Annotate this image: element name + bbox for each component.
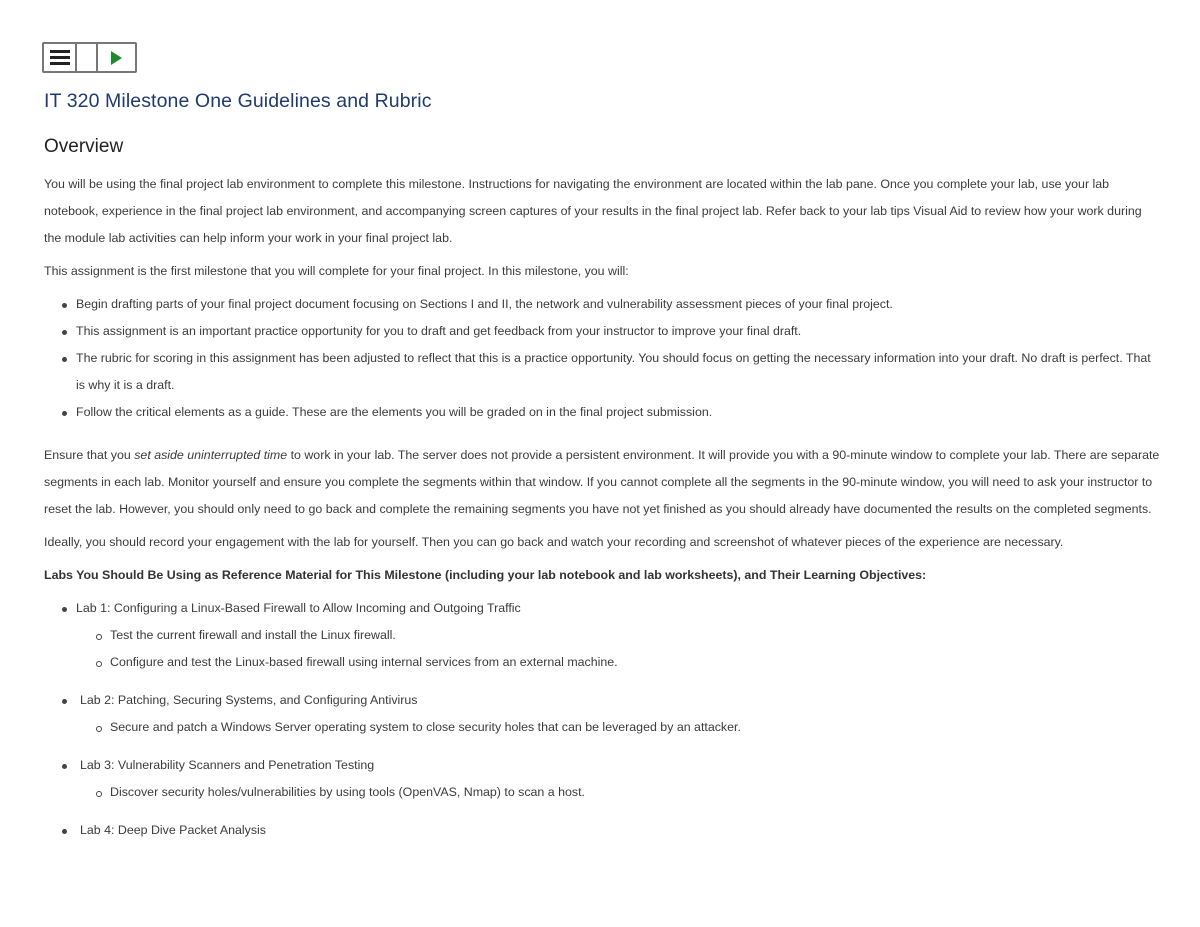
objective-item: Discover security holes/vulnerabilities by using tools (OpenVAS, Nmap) to scan a host.: [44, 779, 1162, 806]
labs-heading-text: Labs You Should Be Using as Reference Material for This Milestone (including your lab notebook and lab worksheets), and Their Learning Objectives:: [44, 568, 927, 582]
labs-heading: [44, 562, 1162, 589]
lab-item: [44, 752, 1162, 806]
lab-item: [44, 817, 1162, 844]
list-item: Follow the critical elements as a guide. These are the elements you will be graded on in the final project submission.: [44, 399, 1162, 426]
objective-item: Configure and test the Linux-based firewall using internal services from an external machine.: [44, 649, 1162, 676]
ideally-paragraph: Ideally, you should record your engagement with the lab for yourself. Then you can go back and watch your recording and screenshot of whatever pieces of the experience are necessary.: [44, 535, 1064, 549]
lab-title: Lab 3: Vulnerability Scanners and Penetration Testing: [80, 758, 375, 772]
ensure-text-end: to work in your lab. The server does not provide a persistent environment. It will provide you with a 90-minute window to complete your lab. There are separate segments in each lab. Monitor yourself and ensure you complete the segments within that window. If you cannot complete all the segments in the 90-minute window, you will need to ask your instructor to reset the lab. However, you should only need to go back and complete the remaining segments you have not yet finished as you should already have documented the results on the completed segments.: [44, 448, 1160, 516]
milestone-list: [44, 291, 1162, 426]
lab-title: Lab 4: Deep Dive Packet Analysis: [80, 823, 266, 837]
objective-item: Secure and patch a Windows Server operating system to close security holes that can be leveraged by an attacker.: [44, 714, 1162, 741]
play-button[interactable]: [98, 44, 135, 71]
objectives-list: [44, 779, 1162, 806]
first-milestone-paragraph: This assignment is the first milestone that you will complete for your final project. In this milestone, you will:: [44, 264, 629, 278]
list-item: This assignment is an important practice opportunity for you to draft and get feedback from your instructor to improve your final draft.: [44, 318, 1162, 345]
overview-heading: Overview: [44, 136, 124, 157]
objectives-list: [44, 622, 1162, 676]
document-body: [44, 171, 1162, 855]
list-item: The rubric for scoring in this assignment has been adjusted to reflect that this is a practice opportunity. You should focus on getting the necessary information into your draft. No draft is perfect. That is why it is a draft.: [44, 345, 1162, 399]
toolbar-spacer-button[interactable]: [77, 44, 98, 71]
labs-list: [44, 595, 1162, 844]
ensure-emphasis: set aside uninterrupted time: [134, 448, 288, 462]
intro-paragraph: You will be using the final project lab environment to complete this milestone. Instructions for navigating the environment are located within the lab pane. Once you complete your lab, use your lab notebook, experience in the final project lab environment, and accompanying screen captures of your results in the final project lab. Refer back to your lab tips Visual Aid to review how your work during the module lab activities can help inform your work in your final project lab.: [44, 177, 1142, 245]
menu-button[interactable]: [44, 44, 77, 71]
hamburger-icon: [50, 50, 70, 65]
lab-title: Lab 1: Configuring a Linux-Based Firewall to Allow Incoming and Outgoing Traffic: [76, 601, 521, 615]
play-icon: [111, 51, 122, 65]
lab-item: [44, 687, 1162, 741]
ensure-text-start: Ensure that you: [44, 448, 135, 462]
lab-item: [44, 595, 1162, 676]
lab-title: Lab 2: Patching, Securing Systems, and Configuring Antivirus: [80, 693, 418, 707]
ensure-paragraph: [44, 442, 1162, 523]
objective-item: Test the current firewall and install the Linux firewall.: [44, 622, 1162, 649]
reader-toolbar: [42, 42, 137, 73]
page-title: IT 320 Milestone One Guidelines and Rubric: [44, 90, 432, 112]
objectives-list: [44, 714, 1162, 741]
list-item: Begin drafting parts of your final project document focusing on Sections I and II, the network and vulnerability assessment pieces of your final project.: [44, 291, 1162, 318]
